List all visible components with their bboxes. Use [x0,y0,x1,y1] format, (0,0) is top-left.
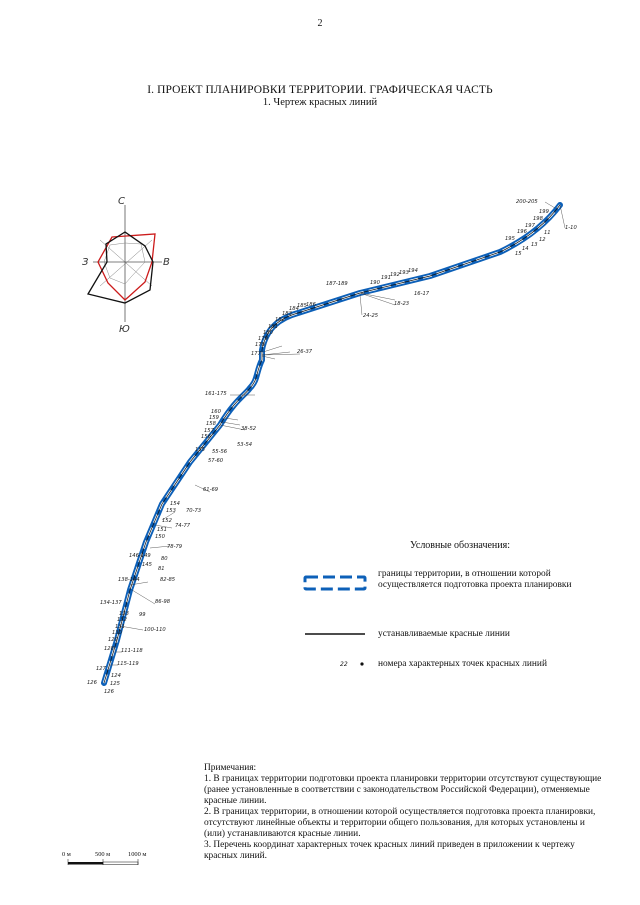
point-label: 26-37 [297,349,313,355]
point-label: 18-23 [394,301,410,307]
point-label: 12 [539,237,546,243]
point-label: 156 [201,434,211,440]
point-label: 82-85 [160,577,176,583]
point-label: 186 [306,302,316,308]
point-label: 99 [139,612,146,618]
legend-symbols [305,577,365,666]
point-label: 155 [195,447,205,453]
note-item: 2. В границах территории, в отношении которой осуществляется подготовка проекта планировки, отсутствуют линейные объекты и территории общего пользования, для которых установлены и (или) устанавливаются красные линии. [204,807,596,839]
point-label: 180 [263,330,273,336]
point-label: 70-73 [186,508,202,514]
compass-north-label: С [118,196,125,207]
point-label: 61-69 [203,487,219,493]
point-label: 193 [399,270,409,276]
scale-label-500: 500 м [95,851,111,858]
page-subtitle: 1. Чертеж красных линий [262,97,378,108]
point-label: 192 [390,272,400,278]
point-label: 127 [96,666,106,672]
point-label: 55-56 [212,449,228,455]
point-label: 146-149 [129,553,151,559]
territory-boundary-outer [104,205,560,683]
compass-west-label: З [82,257,89,268]
notes-block [204,763,604,862]
page-number: 2 [317,18,323,29]
point-label: 124 [111,673,121,679]
point-label: 115-119 [117,661,139,667]
point-label: 190 [370,280,380,286]
point-label: 158 [206,421,216,427]
point-label: 131 [115,624,125,630]
point-label: 195 [505,236,515,242]
point-label: 152 [162,518,172,524]
point-label: 145 [142,562,152,568]
point-label: 53-54 [237,442,253,448]
point-label: 80 [161,556,168,562]
point-label: 74-77 [175,523,191,529]
point-label: 160 [211,409,221,415]
point-label: 81 [158,566,165,572]
compass-east-label: В [163,257,170,268]
point-label: 183 [282,311,292,317]
legend-point-text: номера характерных точек красных линий [378,659,547,669]
point-label: 78-79 [167,544,183,550]
point-label: 13 [531,242,538,248]
point-label: 24-25 [363,313,379,319]
legend-red-line-text: устанавливаемые красные линии [378,629,510,639]
route-corridor [104,205,560,683]
point-label: 111-118 [121,648,143,654]
point-label: 126 [104,689,114,695]
point-label: 1-10 [565,225,577,231]
leader-lines [110,202,565,665]
note-item: 3. Перечень координат характерных точек красных линий приведен в приложении к чертежу красных линий. [204,840,575,861]
point-label: 38-52 [241,426,257,432]
scale-bar [68,859,138,865]
point-label: 181 [268,324,278,330]
point-label: 179 [258,336,268,342]
point-label: 150 [155,534,165,540]
point-label: 159 [209,415,219,421]
point-label: 198 [533,216,543,222]
point-label: 100-110 [144,627,166,633]
point-label: 128 [104,646,114,652]
legend-boundary-symbol [305,577,365,589]
point-labels [87,199,577,695]
scale-label-1000: 1000 м [128,851,147,858]
point-label: 194 [408,268,418,274]
point-label: 191 [381,275,391,281]
point-label: 196 [517,229,527,235]
point-label: 177 [251,351,261,357]
point-label: 15 [515,251,522,257]
point-label: 200-205 [516,199,538,205]
notes-heading: Примечания: [204,763,257,773]
point-label: 130 [112,630,122,636]
point-label: 11 [544,230,551,236]
point-label: 153 [166,508,176,514]
red-line-established [104,205,560,683]
scale-label-0: 0 м [62,851,71,858]
point-label: 125 [110,681,120,687]
point-label: 187-189 [326,281,348,287]
point-label: 182 [275,317,285,323]
point-label: 184 [289,306,299,312]
point-label: 86-98 [155,599,171,605]
compass-south-label: Ю [119,324,130,335]
point-label: 126 [87,680,97,686]
point-label: 132 [117,617,127,623]
point-label: 199 [539,209,549,215]
point-label: 129 [108,637,118,643]
note-item: 1. В границах территории подготовки проекта планировки территории отсутствуют существующие (ранее установленные в соответствии с законодательством Российской Федерации), отменяемые красные линии. [204,774,602,806]
point-label: 157 [204,428,214,434]
wind-rose-black [88,232,153,303]
point-label: 14 [522,246,529,252]
point-label: 16-17 [414,291,430,297]
legend-title: Условные обозначения: [410,540,511,551]
point-label: 151 [157,527,167,533]
page-title: I. ПРОЕКТ ПЛАНИРОВКИ ТЕРРИТОРИИ. ГРАФИЧЕСКАЯ ЧАСТЬ [147,84,493,96]
point-label: 197 [525,223,535,229]
point-label: 134-137 [100,600,122,606]
compass-rose [82,196,170,335]
point-label: 57-60 [208,458,224,464]
point-label: 154 [170,501,180,507]
point-label: 138-144 [118,577,140,583]
point-label: 133 [119,611,129,617]
legend-boundary-text: границы территории, в отношении которой осуществляется подготовка проекта планировки [378,569,572,590]
point-label: 185 [297,303,307,309]
territory-boundary-dashes [104,205,560,683]
legend-point-sample-number: 22 [340,661,348,668]
legend-point-symbol [360,662,363,665]
point-label: 161-175 [205,391,227,397]
point-label: 178 [255,342,265,348]
